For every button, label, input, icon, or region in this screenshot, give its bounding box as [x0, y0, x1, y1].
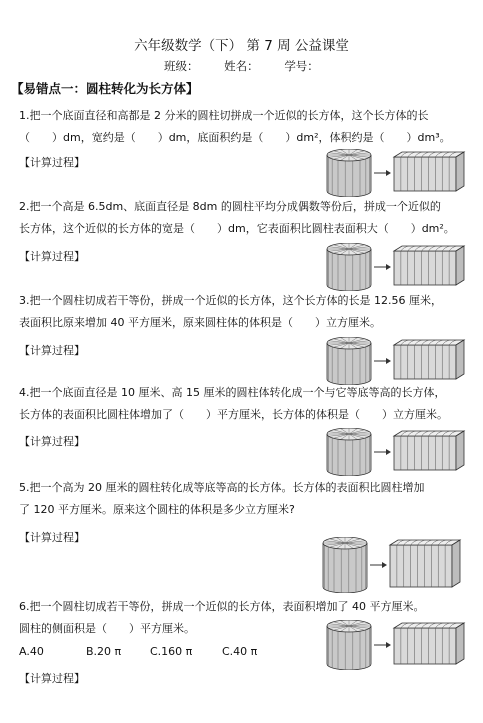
question-2-line-1: 2.把一个高是 6.5dm、底面直径是 8dm 的圆柱平均分成偶数等份后，拼成一个近似的 [19, 200, 441, 213]
cuboid-shape [394, 246, 464, 285]
question-6-line-2: 圆柱的侧面积是（ ）平方厘米。 [19, 622, 195, 635]
calc-label-5: 【计算过程】 [19, 531, 85, 544]
cylinder-to-cuboid-illustration [324, 243, 474, 295]
question-3-line-1: 3.把一个圆柱切成若干等份，拼成一个近似的长方体，这个长方体的长是 12.56 厘米， [19, 294, 442, 307]
question-4-line-1: 4.把一个底面直径是 10 厘米、高 15 厘米的圆柱体转化成一个与它等底等高的长方体， [19, 386, 446, 399]
option-d: C.40 π [222, 645, 258, 658]
arrow-head [382, 562, 387, 568]
cylinder-to-cuboid-illustration [324, 428, 474, 480]
cylinder-to-cuboid-illustration [324, 620, 474, 674]
cylinder-to-cuboid-illustration [320, 537, 470, 597]
calc-label-6: 【计算过程】 [19, 672, 85, 685]
cylinder-shape [327, 428, 371, 476]
cuboid-shape [394, 623, 464, 664]
cylinder-shape [327, 620, 371, 670]
cylinder-to-cuboid-illustration [324, 149, 474, 201]
question-1 [19, 105, 474, 149]
cuboid-shape [394, 152, 464, 191]
arrow-head [386, 264, 391, 270]
id-label: 学号： [284, 59, 319, 73]
question-4-line-2: 长方体的表面积比圆柱体增加了（ ）平方厘米，长方体的体积是（ ）立方厘米。 [19, 408, 448, 421]
question-5 [19, 477, 474, 521]
calc-label-4: 【计算过程】 [19, 435, 85, 448]
cuboid-shape [394, 340, 464, 379]
question-6-line-1: 6.把一个圆柱切成若干等份，拼成一个近似的长方体，表面积增加了 40 平方厘米。 [19, 600, 425, 613]
question-3 [19, 290, 474, 334]
class-label: 班级： [164, 59, 199, 73]
question-2-line-2: 长方体，这个近似的长方体的宽是（ ）dm，它表面积比圆柱表面积大（ ）dm²。 [19, 222, 455, 235]
option-b: B.20 π [86, 645, 122, 658]
section-title: 【易错点一：圆柱转化为长方体】 [11, 81, 199, 96]
page-title: 六年级数学（下） 第 7 周 公益课堂 [134, 38, 349, 54]
question-1-line-1: 1.把一个底面直径和高都是 2 分米的圆柱切拼成一个近似的长方体，这个长方体的长 [19, 109, 429, 122]
question-3-line-2: 表面积比原来增加 40 平方厘米，原来圆柱体的体积是（ ）立方厘米。 [19, 316, 381, 329]
calc-label-3: 【计算过程】 [19, 344, 85, 357]
name-label: 姓名： [224, 59, 259, 73]
question-5-line-1: 5.把一个高为 20 厘米的圆柱转化成等底等高的长方体。长方体的表面积比圆柱增加 [19, 481, 425, 494]
calc-label-2: 【计算过程】 [19, 250, 85, 263]
cylinder-shape [327, 337, 371, 385]
option-a: A.40 [19, 645, 44, 658]
arrow-head [386, 358, 391, 364]
cuboid-shape [394, 431, 464, 470]
question-4 [19, 382, 474, 426]
cylinder-shape [327, 149, 371, 197]
student-info-line [164, 58, 341, 74]
calc-label-1: 【计算过程】 [19, 156, 85, 169]
option-c: C.160 π [150, 645, 193, 658]
question-5-line-2: 了 120 平方厘米。原来这个圆柱的体积是多少立方厘米? [19, 503, 295, 516]
cuboid-shape [390, 540, 460, 587]
arrow-head [386, 449, 391, 455]
cylinder-shape [327, 243, 371, 291]
cylinder-shape [323, 537, 367, 593]
question-1-line-2: （ ）dm，宽约是（ ）dm，底面积约是（ ）dm²，体积约是（ ）dm³。 [19, 131, 451, 144]
arrow-head [386, 642, 391, 648]
arrow-head [386, 170, 391, 176]
question-2 [19, 196, 474, 240]
